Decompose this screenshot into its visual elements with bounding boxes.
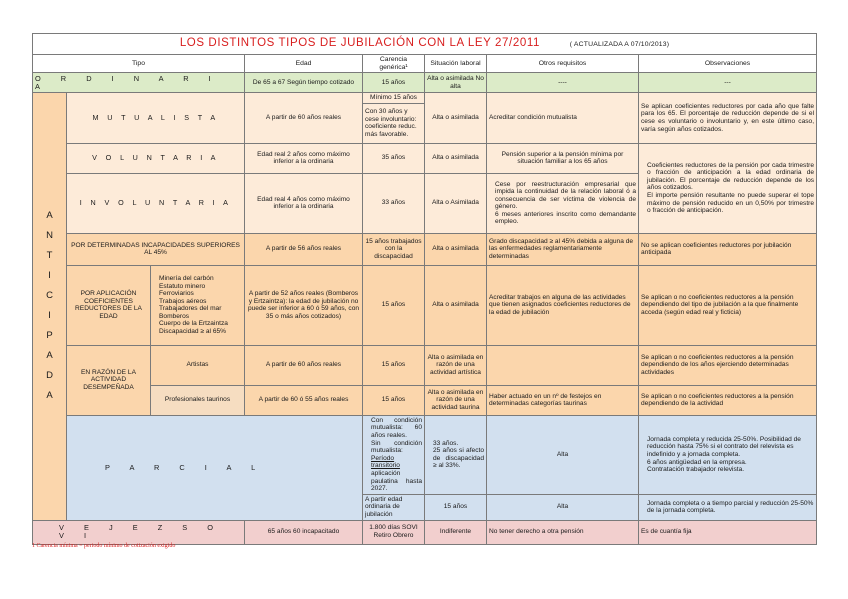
parcial-carencia-item: • 25 años si afecto de discapacidad ≥ al 33%. — [433, 447, 484, 470]
coeficientes-situacion: Alta o asimilada — [425, 265, 487, 345]
coeficientes-otros: Acreditar trabajos en alguna de las actividades que tienen asignados coeficientes reductores de la edad de jubilación — [487, 265, 639, 345]
vol-invol-obs-item: • El importe pensión resultante no puede superar el tope máximo de pensión reducido en un 0,50% por trimestre o fracción de anticipación. — [647, 192, 814, 215]
header-otros: Otros requisitos — [487, 55, 639, 73]
involuntaria-otros-item: • Cese por reestructuración empresarial que impida la continuidad de la relación laboral ó a consecuencia de ser víctima de violencia de género. — [495, 181, 636, 211]
parcial-carencia-2: 15 años — [425, 494, 487, 520]
sovi-obs: Es de cuantía fija — [639, 520, 817, 544]
incapacidades-label: POR DETERMINADAS INCAPACIDADES SUPERIORES AL 45% — [67, 233, 245, 265]
mutualista-carencia-min: Mínimo 15 años — [363, 93, 425, 104]
mutualista-carencia-cese: Con 30 años y cese involuntario: coeficiente reduc. más favorable. — [363, 103, 425, 143]
voluntaria-situacion: Alta o asimilada — [425, 143, 487, 173]
sovi-carencia: 1.800 días SOVI Retiro Obrero — [363, 520, 425, 544]
parcial-otros — [639, 415, 817, 494]
parcial-otros-2 — [639, 494, 817, 520]
parcial-otros-item: • Jornada completa y reducida 25-50%. Posibilidad de reducción hasta 75% si el contrato del relevista es indefinido y a jornada completa. — [647, 436, 814, 459]
header-situacion: Situación laboral — [425, 55, 487, 73]
ordinaria-edad: De 65 a 67 Según tiempo cotizado — [245, 73, 363, 93]
involuntaria-edad: Edad real 4 años como máximo inferior a la ordinaria — [245, 173, 363, 233]
parcial-otros-item: • 6 años antigüedad en la empresa. — [647, 459, 814, 467]
voluntaria-carencia: 35 años — [363, 143, 425, 173]
artistas-otros — [487, 345, 639, 385]
parcial-edad-item: • Con condición mutualista: 60 años reales. — [371, 417, 422, 440]
sovi-label: V E J E Z S O V I — [33, 520, 245, 544]
vol-invol-obs — [639, 143, 817, 233]
incapacidades-edad: A partir de 56 años reales — [245, 233, 363, 265]
parcial-edad — [363, 415, 425, 494]
parcial-otros-2-item: • Jornada completa o a tiempo parcial y reducción 25-50% de la jornada completa. — [647, 500, 814, 515]
header-observaciones: Observaciones — [639, 55, 817, 73]
sovi-otros: No tener derecho a otra pensión — [487, 520, 639, 544]
ordinaria-carencia: 15 años — [363, 73, 425, 93]
parcial-situacion-2: Alta — [487, 494, 639, 520]
ordinaria-obs: --- — [639, 73, 817, 93]
coeficientes-list-item: • Bomberos — [159, 313, 242, 321]
incapacidades-situacion: Alta o asimilada — [425, 233, 487, 265]
updated-date: ( ACTUALIZADA A 07/10/2013) — [569, 40, 670, 48]
coeficientes-list-item: • Estatuto minero — [159, 283, 242, 291]
involuntaria-situacion: Alta o Asimilada — [425, 173, 487, 233]
voluntaria-label: V O L U N T A R I A — [67, 143, 245, 173]
incapacidades-otros: Grado discapacidad ≥ al 45% debida a alguna de las enfermedades reglamentariamente determinadas — [487, 233, 639, 265]
taurinos-edad: A partir de 60 ó 55 años reales — [245, 385, 363, 415]
mutualista-obs: Se aplican coeficientes reductores por cada año que falte para los 65. El porcentaje de reducción depende de si el cese es voluntario o involuntario y, en este último caso, varía según años cotizados. — [639, 93, 817, 144]
incapacidades-obs: No se aplican coeficientes reductores por jubilación anticipada — [639, 233, 817, 265]
sovi-situacion: Indiferente — [425, 520, 487, 544]
sovi-edad: 65 años 60 incapacitado — [245, 520, 363, 544]
artistas-edad: A partir de 60 años reales — [245, 345, 363, 385]
jubilacion-table-wrapper — [32, 33, 816, 545]
header-carencia: Carencia genérica¹ — [363, 55, 425, 73]
mutualista-situacion: Alta o asimilada — [425, 93, 487, 144]
table-title-cell — [33, 34, 817, 55]
coeficientes-label: POR APLICACIÓN COEFICIENTES REDUCTORES DE LA EDAD — [67, 265, 151, 345]
artistas-situacion: Alta o asimilada en razón de una actividad artística — [425, 345, 487, 385]
taurinos-carencia: 15 años — [363, 385, 425, 415]
ordinaria-situacion: Alta o asimilada No alta — [425, 73, 487, 93]
coeficientes-edad: A partir de 52 años reales (Bomberos y Ertzaintza): la edad de jubilación no puede ser inferior a 60 ó 59 años, con 35 o más años cotizados) — [245, 265, 363, 345]
coeficientes-list-item: • Trabajos aéreos — [159, 298, 242, 306]
coeficientes-list-item: • Minería del carbón — [159, 275, 242, 283]
artistas-obs: Se aplican o no coeficientes reductores a la pensión dependiendo de los años ejerciendo determinadas actividades — [639, 345, 817, 385]
coeficientes-list-item: • Trabajadores del mar — [159, 305, 242, 313]
artistas-carencia: 15 años — [363, 345, 425, 385]
coeficientes-carencia: 15 años — [363, 265, 425, 345]
page-title: LOS DISTINTOS TIPOS DE JUBILACIÓN CON LA LEY 27/2011 — [179, 36, 540, 49]
actividad-label: EN RAZÓN DE LA ACTIVIDAD DESEMPEÑADA — [67, 345, 151, 415]
involuntaria-otros — [487, 173, 639, 233]
voluntaria-otros: Pensión superior a la pensión mínima por situación familiar a los 65 años — [487, 143, 639, 173]
jubilacion-table — [32, 33, 817, 545]
parcial-carencia-item: • 33 años. — [433, 440, 484, 448]
ordinaria-label: O R D I N A R I A — [33, 73, 245, 93]
anticipada-vertical-label: A N T I C I P A D A — [33, 93, 67, 520]
taurinos-situacion: Alta o asimilada en razón de una actividad taurina — [425, 385, 487, 415]
taurinos-otros: Haber actuado en un nº de festejos en determinadas categorías taurinas — [487, 385, 639, 415]
mutualista-label: M U T U A L I S T A — [67, 93, 245, 144]
parcial-edad-item: • Sin condición mutualista: Período transitorio aplicación paulatina hasta 2027. — [371, 440, 422, 493]
ordinaria-otros: ---- — [487, 73, 639, 93]
involuntaria-otros-item: • 6 meses anteriores inscrito como demandante empleo. — [495, 211, 636, 226]
parcial-label: P A R C I A L — [67, 415, 363, 520]
header-edad: Edad — [245, 55, 363, 73]
taurinos-obs: Se aplican o no coeficientes reductores a la pensión dependiendo de la actividad — [639, 385, 817, 415]
coeficientes-list — [151, 265, 245, 345]
taurinos-label: Profesionales taurinos — [151, 385, 245, 415]
coeficientes-obs: Se aplican o no coeficientes reductores a la pensión dependiendo del tipo de jubilación a la que finalmente acceda (según edad real y ficticia) — [639, 265, 817, 345]
involuntaria-label: I N V O L U N T A R I A — [67, 173, 245, 233]
parcial-edad-2: A partir edad ordinaria de jubilación — [363, 494, 425, 520]
mutualista-edad: A partir de 60 años reales — [245, 93, 363, 144]
artistas-label: Artistas — [151, 345, 245, 385]
parcial-situacion: Alta — [487, 415, 639, 494]
voluntaria-edad: Edad real 2 años como máximo inferior a la ordinaria — [245, 143, 363, 173]
involuntaria-carencia: 33 años — [363, 173, 425, 233]
parcial-carencia — [425, 415, 487, 494]
coeficientes-list-item: • Discapacidad ≥ al 65% — [159, 328, 242, 336]
footnote: 1 Carencia mínima = periodo mínimo de cotización exigido — [32, 543, 176, 549]
coeficientes-list-item: • Cuerpo de la Ertzaintza — [159, 320, 242, 328]
incapacidades-carencia: 15 años trabajados con la discapacidad — [363, 233, 425, 265]
parcial-otros-item: • Contratación trabajador relevista. — [647, 466, 814, 474]
coeficientes-list-item: • Ferroviarios — [159, 290, 242, 298]
mutualista-otros: Acreditar condición mutualista — [487, 93, 639, 144]
vol-invol-obs-item: • Coeficientes reductores de la pensión por cada trimestre o fracción de anticipación a la edad ordinaria de jubilación. El porcentaje de reducción depende de los años cotizados. — [647, 162, 814, 192]
header-tipo: Tipo — [33, 55, 245, 73]
